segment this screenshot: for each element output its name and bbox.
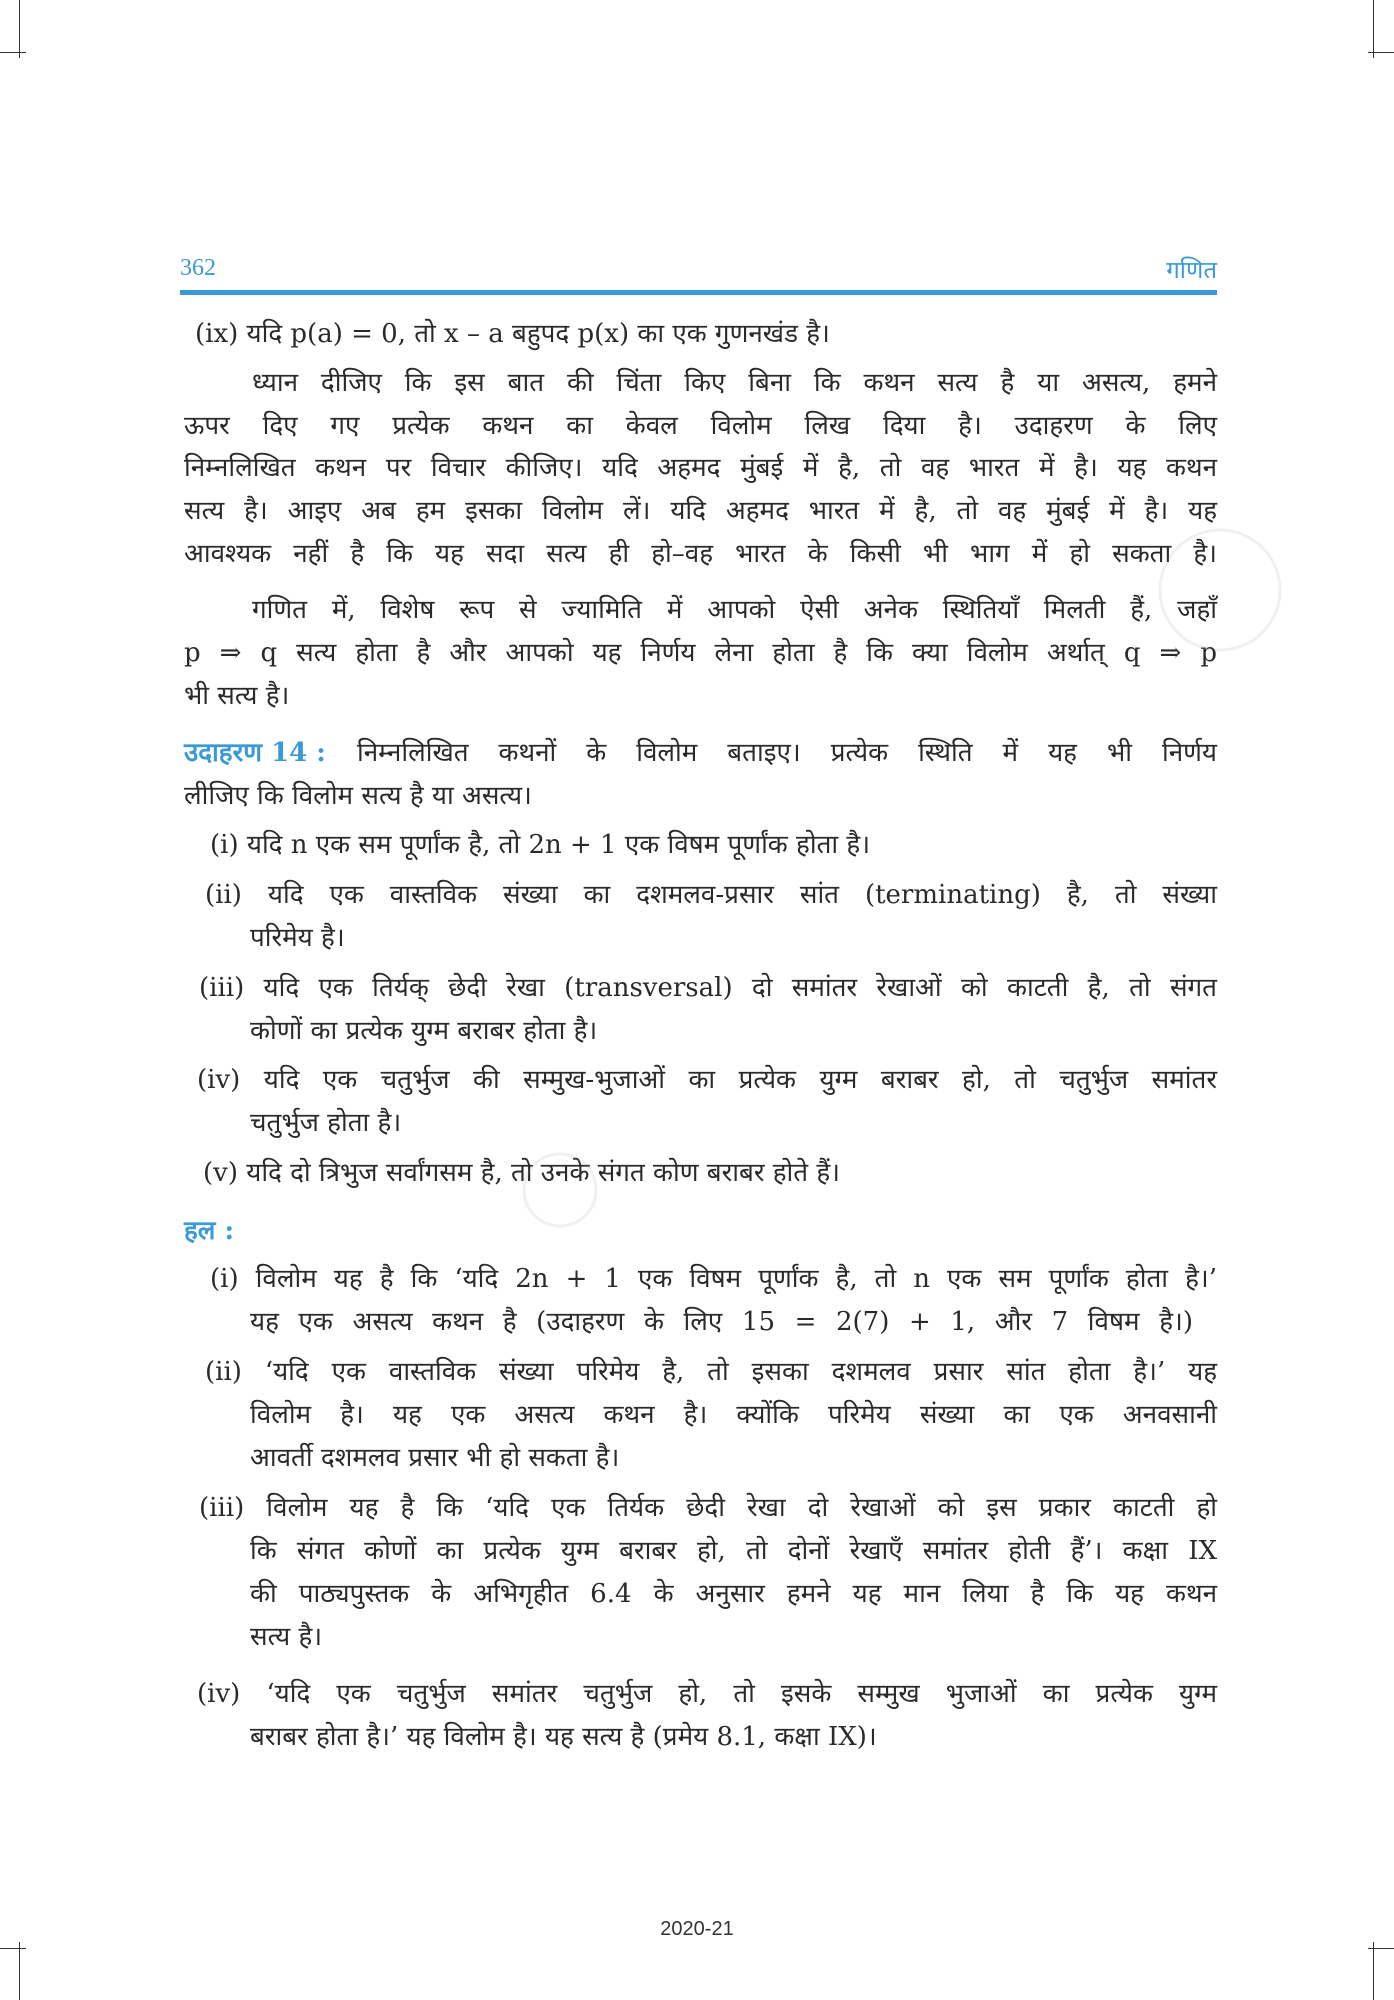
paragraph-line: गणित में, विशेष रूप से ज्यामिति में आपको ऐसी अनेक स्थितियाँ मिलती हैं, जहाँ bbox=[252, 595, 1217, 625]
header-rule bbox=[180, 290, 1217, 295]
example-item-iii: (iii) यदि एक तिर्यक् छेदी रेखा (transversal) दो समांतर रेखाओं को काटती है, तो संगत bbox=[199, 973, 1217, 1003]
example-item-iii-cont: कोणों का प्रत्येक युग्म बराबर होता है। bbox=[250, 1016, 598, 1046]
example-item-ii: (ii) यदि एक वास्तविक संख्या का दशमलव-प्रसार सांत (terminating) है, तो संख्या bbox=[205, 880, 1217, 910]
solution-item-ii-cont: विलोम है। यह एक असत्य कथन है। क्योंकि परिमेय संख्या का एक अनवसानी bbox=[250, 1400, 1217, 1430]
solution-item-i-cont: यह एक असत्य कथन है (उदाहरण के लिए 15 = 2(7) + 1, और 7 विषम है।) bbox=[250, 1307, 1193, 1337]
page-number: 362 bbox=[180, 255, 216, 281]
crop-mark-top-right-h bbox=[1368, 52, 1394, 53]
example-text: निम्नलिखित कथनों के विलोम बताइए। प्रत्येक स्थिति में यह भी निर्णय bbox=[357, 738, 1217, 768]
paragraph-line: आवश्यक नहीं है कि यह सदा सत्य ही हो–वह भारत के किसी भी भाग में हो सकता है। bbox=[184, 539, 1217, 569]
solution-item-iii-cont: की पाठ्यपुस्तक के अभिगृहीत 6.4 के अनुसार हमने यह मान लिया है कि यह कथन bbox=[250, 1579, 1217, 1609]
solution-item-iv: (iv) ‘यदि एक चतुर्भुज समांतर चतुर्भुज हो, तो इसके सम्मुख भुजाओं का प्रत्येक युग्म bbox=[197, 1679, 1217, 1709]
solution-item-iv-cont: बराबर होता है।’ यह विलोम है। यह सत्य है (प्रमेय 8.1, कक्षा IX)। bbox=[250, 1722, 877, 1752]
paragraph-line: ऊपर दिए गए प्रत्येक कथन का केवल विलोम लिख दिया है। उदाहरण के लिए bbox=[184, 411, 1217, 441]
example-item-iv: (iv) यदि एक चतुर्भुज की सम्मुख-भुजाओं का प्रत्येक युग्म बराबर हो, तो चतुर्भुज समांतर bbox=[197, 1065, 1217, 1095]
paragraph-line: सत्य है। आइए अब हम इसका विलोम लें। यदि अहमद भारत में है, तो वह मुंबई में है। यह bbox=[184, 496, 1217, 526]
paragraph-line: भी सत्य है। bbox=[184, 681, 290, 711]
crop-mark-bottom-left-h bbox=[0, 1948, 26, 1949]
example-item-i: (i) यदि n एक सम पूर्णांक है, तो 2n + 1 एक विषम पूर्णांक होता है। bbox=[210, 830, 871, 860]
footer-year: 2020-21 bbox=[660, 1918, 734, 1940]
statement-ix: (ix) यदि p(a) = 0, तो x – a बहुपद p(x) का एक गुणनखंड है। bbox=[195, 319, 830, 349]
paragraph-line: निम्नलिखित कथन पर विचार कीजिए। यदि अहमद मुंबई में है, तो वह भारत में है। यह कथन bbox=[184, 453, 1217, 483]
paragraph-line: ध्यान दीजिए कि इस बात की चिंता किए बिना कि कथन सत्य है या असत्य, हमने bbox=[252, 368, 1217, 398]
crop-mark-bottom-right-v bbox=[1373, 1942, 1374, 2000]
solution-item-ii-cont: आवर्ती दशमलव प्रसार भी हो सकता है। bbox=[250, 1443, 620, 1473]
example-item-ii-cont: परिमेय है। bbox=[250, 923, 345, 953]
example-label: उदाहरण 14 : bbox=[184, 738, 326, 768]
crop-mark-bottom-left-v bbox=[19, 1942, 20, 2000]
solution-label: हल : bbox=[184, 1216, 235, 1246]
example-item-v: (v) यदि दो त्रिभुज सर्वांगसम है, तो उनके संगत कोण बराबर होते हैं। bbox=[203, 1158, 841, 1188]
running-title: गणित bbox=[1166, 256, 1217, 284]
paragraph-line: p ⇒ q सत्य होता है और आपको यह निर्णय लेना होता है कि क्या विलोम अर्थात् q ⇒ p bbox=[184, 638, 1217, 668]
solution-item-iii-cont: कि संगत कोणों का प्रत्येक युग्म बराबर हो, तो दोनों रेखाएँ समांतर होती हैं’। कक्षा IX bbox=[250, 1536, 1217, 1566]
solution-item-ii: (ii) ‘यदि एक वास्तविक संख्या परिमेय है, तो इसका दशमलव प्रसार सांत होता है।’ यह bbox=[205, 1357, 1217, 1387]
solution-item-iii-cont: सत्य है। bbox=[250, 1622, 323, 1652]
crop-mark-top-left-h bbox=[0, 52, 26, 53]
example-text: लीजिए कि विलोम सत्य है या असत्य। bbox=[184, 781, 532, 811]
crop-mark-bottom-right-h bbox=[1368, 1948, 1394, 1949]
example-item-iv-cont: चतुर्भुज होता है। bbox=[250, 1108, 402, 1138]
crop-mark-top-left-v bbox=[19, 0, 20, 58]
crop-mark-top-right-v bbox=[1373, 0, 1374, 58]
solution-item-iii: (iii) विलोम यह है कि ‘यदि एक तिर्यक छेदी रेखा दो रेखाओं को इस प्रकार काटती हो bbox=[199, 1493, 1217, 1523]
solution-item-i: (i) विलोम यह है कि ‘यदि 2n + 1 एक विषम पूर्णांक है, तो n एक सम पूर्णांक होता है।’ bbox=[210, 1264, 1217, 1294]
